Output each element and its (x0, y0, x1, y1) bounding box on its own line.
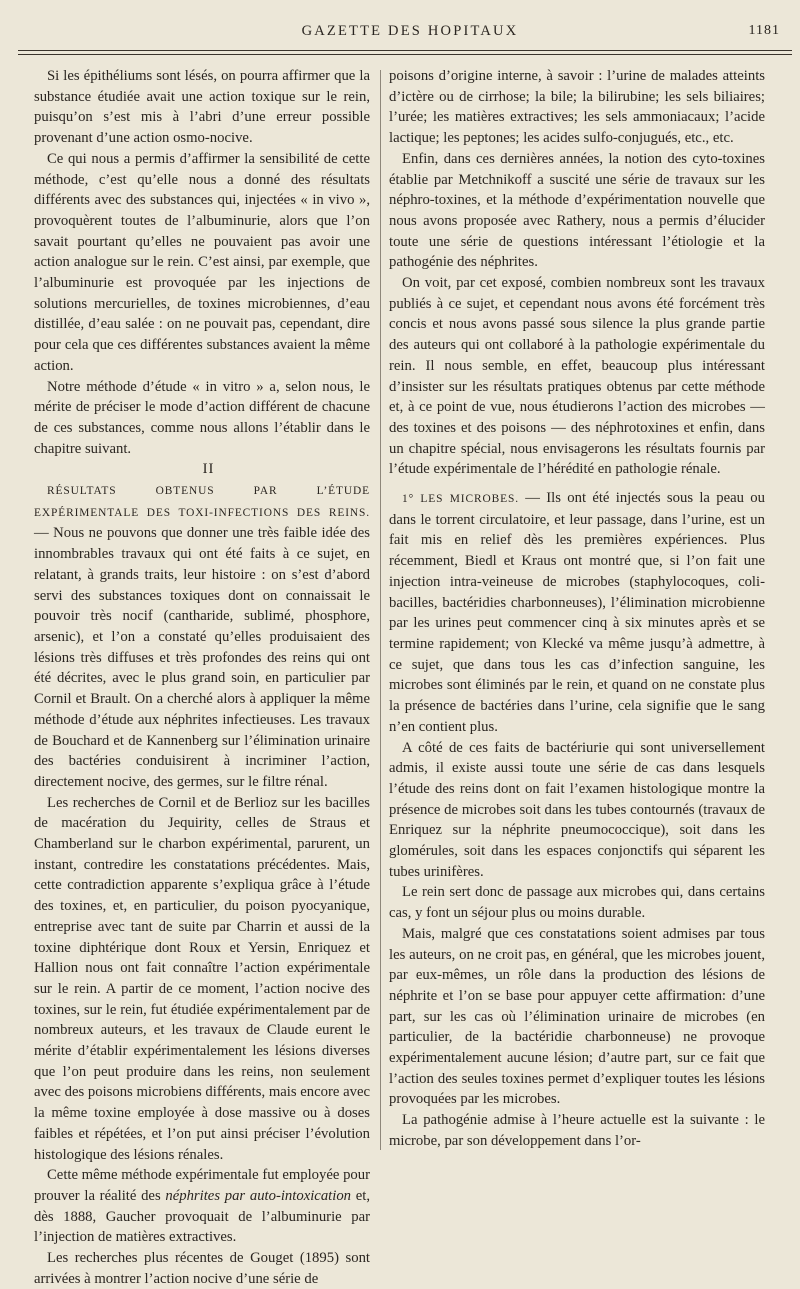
subsection-paragraph (389, 488, 765, 737)
text-run: Cette même méthode expérimentale fut employée pour prouver la réalité des (34, 1167, 371, 1204)
paragraph: On voit, par cet exposé, combien nombreux sont les travaux publiés à ce sujet, et cependant nous avons été forcément très concis et nous avons passé sous silence la plus grande partie des auteurs qui ont collaboré à la pathologie expérimentale du rein. Il nous semble, en effet, beaucoup plus intéressant d’insister sur les résultats pratiques obtenus par cette méthode et, à ce point de vue, nous étudierons l’action des microbes — des toxines et des poisons — des néphrotoxines et enfin, dans un chapitre spécial, nous envisagerons les résultats fournis par l’étude expérimentale de l’hérédité en pathologie rénale. (389, 275, 765, 478)
paragraph: Notre méthode d’étude « in vitro » a, selon nous, le mérite de préciser le mode d’action différent de chacune de ces substances, comme nous allons l’établir dans le chapitre suivant. (34, 378, 370, 457)
column-divider (380, 70, 381, 1150)
italic-term: néphrites par auto-intoxication (165, 1187, 352, 1204)
header-rule-thin (18, 50, 792, 51)
section-body: — Nous ne pouvons que donner une très faible idée des innombrables travaux qui ont été faits à ce sujet, en relatant, à grands traits, leur histoire : on s’est d’abord servi des substances toxiques dont on connaissait le pouvoir très nocif (cantharide, sublimé, phosphore, arsenic), et l’on a constaté qu’elles produisaient des lésions très diffuses et très profondes des reins qui ont été décrites, avec le plus grand soin, en particulier par Cornil et Brault. On a cherché alors à appliquer la même méthode d’étude aux néphrites infectieuses. Les travaux de Bouchard et de Kannenberg sur l’élimination urinaire des bactéries conduisirent à incriminer l’action, directement nocive, des germes, sur le filtre rénal. (34, 525, 370, 790)
running-header (40, 18, 780, 44)
paragraph: Les recherches plus récentes de Gouget (1895) sont arrivées à montrer l’action nocive d’une série de (34, 1250, 370, 1287)
paragraph: La pathogénie admise à l’heure actuelle est la suivante : le microbe, par son développement dans l’or- (389, 1112, 765, 1149)
journal-title: GAZETTE DES HOPITAUX (301, 22, 519, 39)
left-column (34, 66, 370, 1289)
text-run: et, dès 1888, Gaucher provoquait de l’albuminurie par l’injection de matières extractives. (34, 1187, 370, 1246)
subsection-body: — Ils ont été injectés sous la peau ou dans le torrent circulatoire, et leur passage, dans l’urine, est un fait mis en relief dès les premières expériences. Plus récemment, Biedl et Kraus ont montré que, si l’on fait une injection intra-veineuse de microbes (staphylocoques, coli-bacilles, bactéridies charbonneuses), l’élimination microbienne par les urines peut commencer cinq à six minutes après et se termine rapidement; von Klecké va même jusqu’à admettre, à ce sujet, que dans tous les cas d’infection sanguine, les microbes sont éliminés par le rein, et quand on ne constate plus la présence de bactéries dans l’urine, cela signifie que le sang n’en contient plus. (389, 490, 765, 735)
header-rule-thick (18, 54, 792, 55)
paragraph: Enfin, dans ces dernières années, la notion des cyto-toxines établie par Metchnikoff a suscité une série de travaux sur les néphro-toxines, et la méthode d’expérimentation nouvelle que nous avons proposée avec Rathery, nous a permis d’élucider toute une série de questions intéressant l’étiologie et la pathogénie des néphrites. (389, 150, 765, 271)
subsection-heading: 1° LES MICROBES. (402, 493, 519, 506)
subsection-number-heading (402, 490, 519, 506)
paragraph: A côté de ces faits de bactériurie qui sont universellement admis, il existe aussi toute une série de cas dans lesquels l’étude des reins dont on fait l’examen histologique montre la présence de microbes soit dans les tubes contournés (travaux de Enriquez sur la néphrite pneumococcique), soit dans les glomérules, soit dans les espaces conjonctifs qui séparent les tubes urinifères. (389, 739, 765, 880)
right-column (389, 66, 765, 1152)
page-number: 1181 (748, 23, 780, 38)
section-heading: RÉSULTATS OBTENUS PAR L’ÉTUDE EXPÉRIMENTALE DES TOXI-INFECTIONS DES REINS. (34, 485, 370, 519)
paragraph: Si les épithéliums sont lésés, on pourra affirmer que la substance étudiée avait une action toxique sur le rein, puisqu’on s’est mis à l’abri d’une erreur possible provenant d’une action osmo-nocive. (34, 68, 370, 147)
paragraph: Le rein sert donc de passage aux microbes qui, dans certains cas, y font un séjour plus ou moins durable. (389, 884, 765, 922)
paragraph: Les recherches de Cornil et de Berlioz sur les bacilles de macération du Jequirity, celles de Straus et Chamberland sur le charbon expérimental, parurent, un instant, contredire les constatations précédentes. Mais, cette contradiction apparente s’expliqua grâce à l’étude des toxines, et, en particulier, du poison pyocyanique, entreprise avec tant de suite par Charrin et aussi de la toxine diphtérique dont Roux et Yersin, Enriquez et Hallion nous ont fait connaître l’action expérimentale sur le rein. A partir de ce moment, l’action nocive des toxines, sur le rein, fut étudiée expérimentalement par de nombreux auteurs, et les travaux de Claude eurent le mérite d’établir expérimentalement les lésions diverses que l’on peut produire dans les reins, non seulement avec des poisons microbiens différents, mais encore avec la même toxine employée à dose massive ou à doses faibles et répétées, et l’on put ainsi préciser l’évolution histologique des lésions rénales. (34, 794, 370, 1163)
section-number: II (202, 461, 215, 478)
paragraph-continued: poisons d’origine interne, à savoir : l’urine de malades atteints d’ictère ou de cirrhose; la bile; la bilirubine; les sels biliaires; l’urée; les matières extractives; les sels ammoniacaux; l’acide lactique; les peptones; les acides sulfo-conjugués, etc., etc. (389, 68, 765, 147)
section-paragraph (34, 480, 370, 793)
paragraph: Ce qui nous a permis d’affirmer la sensibilité de cette méthode, c’est qu’elle nous a donné des résultats différents avec des substances qui, injectées « in vivo », provoquèrent toutes de l’albuminurie, alors que l’on savait pourtant qu’elles ne pouvaient pas avoir une action analogue sur le rein. C’est ainsi, par exemple, que l’albuminurie est provoquée par les injections de solutions mercurielles, de toxines microbiennes, d’eau distillée, d’eau salée : on ne pouvait pas, cependant, dire pour cela que ces différentes substances avaient la même action. (34, 150, 370, 374)
paragraph (34, 1165, 370, 1248)
paragraph: Mais, malgré que ces constatations soient admises par tous les auteurs, on ne croit pas, en général, que les microbes jouent, par eux-mêmes, un rôle dans la production des lésions de néphrite et l’on se base pour appuyer cette affirmation: d’une part, sur les cas où l’élimination urinaire de microbes (en particulier, de la bactéridie charbonneuse) ne provoque expérimentalement aucune lésion; d’autre part, sur ce fait que l’action des seules toxines permet d’expliquer toutes les lésions provoquées par les microbes. (389, 925, 765, 1108)
